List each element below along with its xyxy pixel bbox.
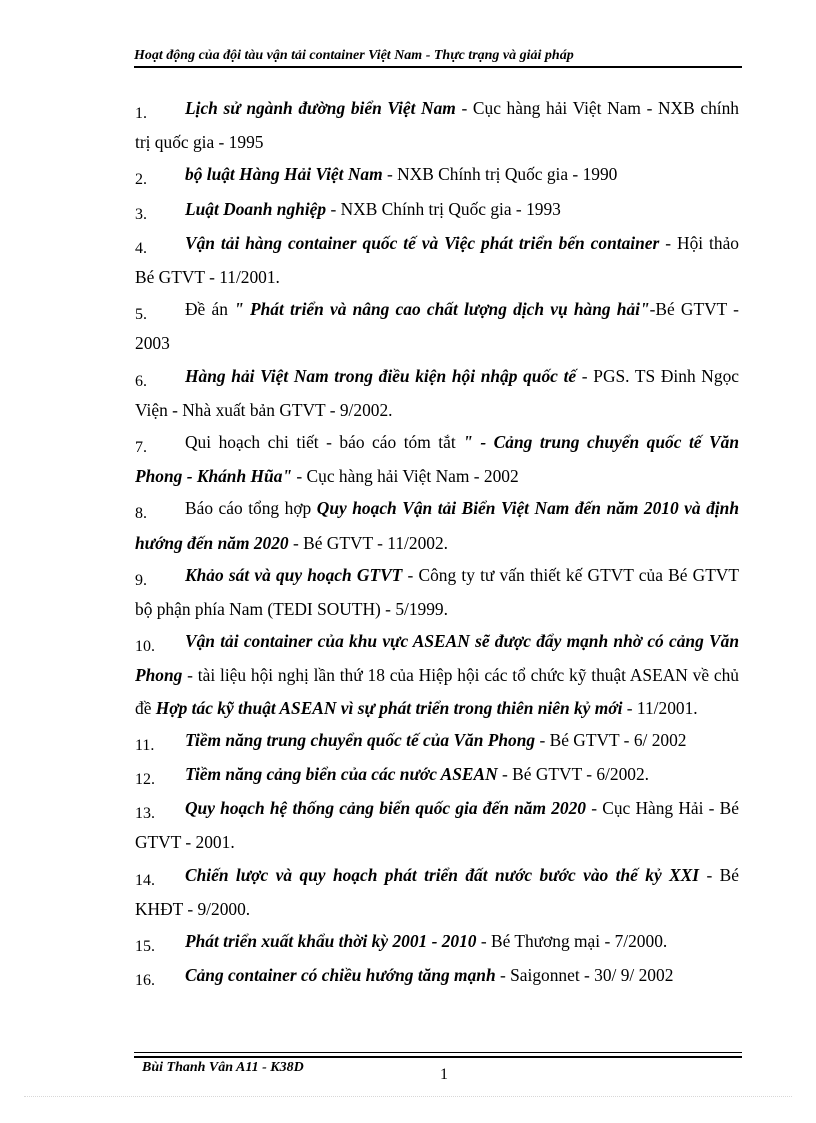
reference-title: Phát triển xuất khẩu thời kỳ 2001 - 2010 xyxy=(185,931,477,952)
footer-author: Bùi Thanh Vân A11 - K38D xyxy=(142,1060,304,1075)
reference-item xyxy=(135,193,739,227)
reference-title: Hợp tác kỹ thuật ASEAN vì sự phát triển trong thiên niên kỷ mới xyxy=(155,697,623,718)
reference-item xyxy=(135,959,739,993)
reference-title: Hàng hải Việt Nam trong điều kiện hội nhập quốc tế xyxy=(185,365,577,386)
reference-title: Luật Doanh nghiệp xyxy=(185,198,327,219)
reference-number: 3. xyxy=(135,205,147,223)
reference-title: " - Cảng trung chuyển quốc tế Văn Phong - Khánh Hũa" xyxy=(135,432,739,487)
reference-title: Lịch sử ngành đường biển Việt Nam xyxy=(185,98,456,118)
reference-text: Đề án xyxy=(185,299,235,320)
reference-title: Chiến lược và quy hoạch phát triển đất nước bước vào thế kỷ XXI xyxy=(185,864,700,885)
reference-text: - NXB Chính trị Quốc gia - 1993 xyxy=(326,198,561,219)
reference-number: 2. xyxy=(135,171,147,189)
reference-title: Cảng container có chiều hướng tăng mạnh xyxy=(185,965,496,986)
reference-text: - Cục hàng hải Việt Nam - NXB chính trị quốc gia - 1995 xyxy=(135,98,739,153)
reference-number: 6. xyxy=(135,372,147,390)
footer-rule-thin xyxy=(134,1052,742,1053)
reference-number: 5. xyxy=(135,306,147,324)
reference-text: - Cục Hàng Hải - Bé GTVT - 2001. xyxy=(135,798,739,853)
reference-text: - Bé KHĐT - 9/2000. xyxy=(135,864,739,919)
footer-rule-thick xyxy=(134,1056,742,1058)
reference-text: -Bé GTVT - 2003 xyxy=(135,299,739,354)
reference-list xyxy=(135,92,739,993)
reference-text: - tài liệu hội nghị lần thứ 18 của Hiệp hội các tổ chức kỹ thuật ASEAN về chủ đề xyxy=(135,665,739,718)
reference-item xyxy=(135,758,739,792)
reference-item xyxy=(135,859,739,925)
reference-title: " Phát triển và nâng cao chất lượng dịch vụ hàng hải" xyxy=(234,299,650,320)
reference-text: - Bé Thương mại - 7/2000. xyxy=(476,931,668,952)
reference-title: Tiềm năng trung chuyển quốc tế của Văn Phong xyxy=(185,729,536,750)
header-rule xyxy=(134,66,742,68)
reference-item xyxy=(135,559,739,625)
reference-title: bộ luật Hàng Hải Việt Nam xyxy=(185,164,383,185)
reference-item xyxy=(135,293,739,359)
reference-text: - Bé GTVT - 6/2002. xyxy=(497,764,650,785)
reference-text: Báo cáo tổng hợp xyxy=(185,498,317,519)
reference-number: 4. xyxy=(135,239,147,257)
reference-number: 9. xyxy=(135,571,147,589)
reference-number: 16. xyxy=(135,972,155,990)
reference-text: - Cục hàng hải Việt Nam - 2002 xyxy=(292,466,519,487)
reference-title: Khảo sát và quy hoạch GTVT xyxy=(185,564,403,585)
reference-text: - Công ty tư vấn thiết kế GTVT của Bé GTVT bộ phận phía Nam (TEDI SOUTH) - 5/1999. xyxy=(135,564,739,620)
page-number: 1 xyxy=(440,1066,448,1083)
reference-item xyxy=(135,625,739,724)
reference-title: Vận tải container của khu vực ASEAN sẽ được đẩy mạnh nhờ có cảng Văn Phong xyxy=(135,631,739,686)
reference-number: 14. xyxy=(135,871,155,889)
reference-item xyxy=(135,360,739,426)
reference-number: 11. xyxy=(135,736,155,754)
reference-text: - Hội thảo Bé GTVT - 11/2001. xyxy=(135,232,739,288)
reference-number: 1. xyxy=(135,105,147,122)
reference-item xyxy=(135,492,739,558)
reference-item xyxy=(135,92,739,158)
reference-item xyxy=(135,724,739,758)
reference-title: Quy hoạch hệ thống cảng biển quốc gia đến năm 2020 xyxy=(185,798,586,819)
page-bottom-border xyxy=(24,1096,792,1097)
reference-text: - Saigonnet - 30/ 9/ 2002 xyxy=(495,965,674,986)
reference-text: - PGS. TS Đinh Ngọc Viện - Nhà xuất bản GTVT - 9/2002. xyxy=(135,365,739,420)
reference-text: - Bé GTVT - 11/2002. xyxy=(288,532,449,553)
reference-item xyxy=(135,792,739,858)
reference-text: Qui hoạch chi tiết - báo cáo tóm tắt xyxy=(185,432,464,453)
reference-text: - NXB Chính trị Quốc gia - 1990 xyxy=(382,164,618,185)
reference-number: 12. xyxy=(135,771,155,789)
reference-item xyxy=(135,925,739,959)
reference-number: 15. xyxy=(135,938,155,956)
reference-text: - 11/2001. xyxy=(622,697,698,718)
reference-item xyxy=(135,158,739,192)
reference-title: Quy hoạch Vận tải Biển Việt Nam đến năm 2010 và định hướng đến năm 2020 xyxy=(135,498,739,553)
reference-number: 13. xyxy=(135,805,155,823)
reference-title: Vận tải hàng container quốc tế và Việc phát triển bến container xyxy=(185,232,660,253)
reference-number: 8. xyxy=(135,505,147,523)
reference-number: 7. xyxy=(135,439,147,457)
running-header: Hoạt động của đội tàu vận tải container Việt Nam - Thực trạng và giải pháp xyxy=(134,48,574,63)
reference-text: - Bé GTVT - 6/ 2002 xyxy=(535,729,687,750)
reference-title: Tiềm năng cảng biển của các nước ASEAN xyxy=(185,764,498,785)
reference-item xyxy=(135,227,739,293)
reference-number: 10. xyxy=(135,638,155,656)
reference-item xyxy=(135,426,739,492)
